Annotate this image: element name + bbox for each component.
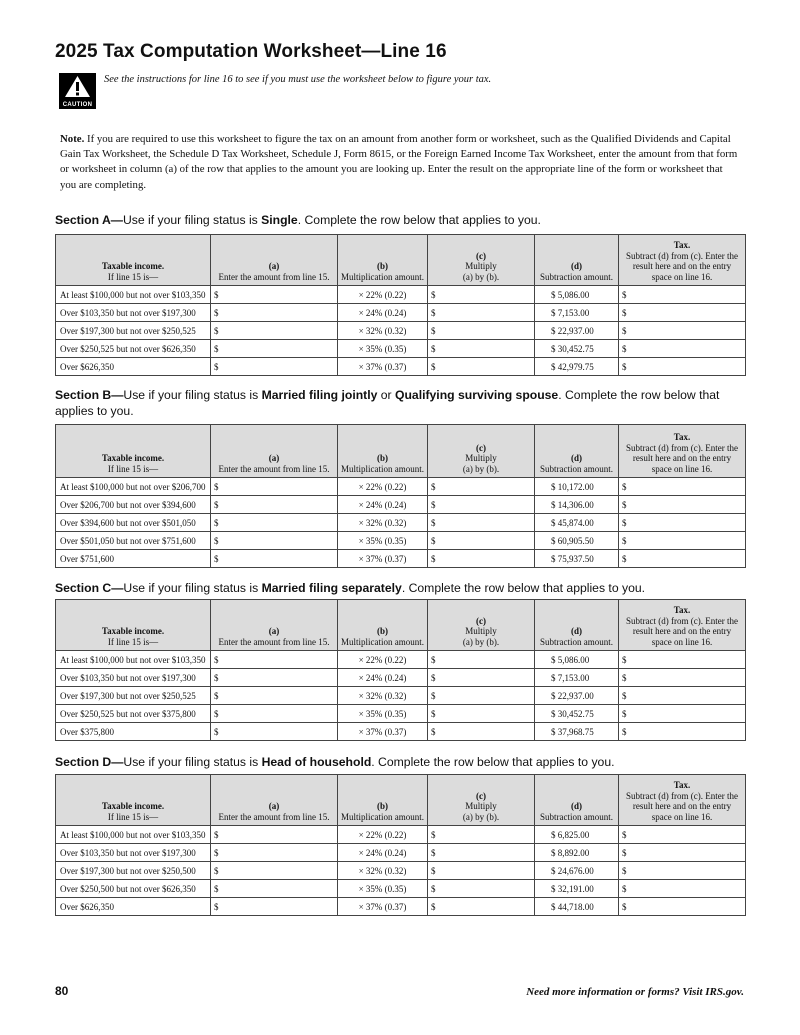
tax-result-field[interactable]: $ [619, 862, 746, 880]
col-a-desc: Enter the amount from line 15. [218, 636, 330, 647]
col-c-desc2: (a) by (b). [462, 636, 500, 647]
tax-result-field[interactable]: $ [619, 340, 746, 358]
col-c-desc2: (a) by (b). [462, 271, 500, 282]
col-header-b [338, 235, 428, 286]
filing-status: Married filing separately [261, 581, 402, 595]
tax-result-field[interactable]: $ [619, 669, 746, 687]
col-tax-title: Tax. [673, 780, 691, 790]
col-b-letter: (b) [377, 801, 388, 811]
table-row [56, 705, 746, 723]
col-income-sub: If line 15 is— [107, 271, 159, 282]
multiplication-amount: × 32% (0.32) [338, 322, 428, 340]
multiplication-amount: × 37% (0.37) [338, 723, 428, 741]
multiplication-amount: × 22% (0.22) [338, 286, 428, 304]
income-range: Over $103,350 but not over $197,300 [56, 669, 211, 687]
subtraction-amount: $ 32,191.00 [535, 880, 619, 898]
table-row [56, 358, 746, 376]
col-header-a [211, 775, 338, 826]
col-income-title: Taxable income. [101, 626, 165, 636]
multiplication-amount: × 32% (0.32) [338, 862, 428, 880]
tax-result-field[interactable]: $ [619, 687, 746, 705]
subtraction-amount: $ 22,937.00 [535, 687, 619, 705]
product-c-field[interactable]: $ [428, 532, 535, 550]
product-c-field[interactable]: $ [428, 723, 535, 741]
multiplication-amount: × 22% (0.22) [338, 478, 428, 496]
filing-status-alt: Qualifying surviving spouse [395, 388, 559, 402]
section-pre: Use if your filing status is [123, 388, 262, 402]
income-range: At least $100,000 but not over $103,350 [56, 651, 211, 669]
multiplication-amount: × 35% (0.35) [338, 532, 428, 550]
col-d-letter: (d) [571, 261, 582, 271]
col-header-tax [619, 235, 746, 286]
multiplication-amount: × 24% (0.24) [338, 496, 428, 514]
col-header-c [428, 235, 535, 286]
col-c-letter: (c) [476, 250, 486, 261]
subtraction-amount: $ 30,452.75 [535, 705, 619, 723]
income-range: Over $250,500 but not over $626,350 [56, 880, 211, 898]
multiplication-amount: × 37% (0.37) [338, 358, 428, 376]
amount-a-field[interactable]: $ [211, 478, 338, 496]
section-post: . Complete the row below that applies to you. [371, 755, 615, 769]
table-row [56, 286, 746, 304]
col-b-letter: (b) [377, 453, 388, 463]
col-d-letter: (d) [571, 626, 582, 636]
amount-a-field[interactable]: $ [211, 705, 338, 723]
table-row [56, 651, 746, 669]
col-header-tax [619, 775, 746, 826]
col-header-income [56, 425, 211, 478]
income-range: Over $197,300 but not over $250,525 [56, 687, 211, 705]
table-row [56, 532, 746, 550]
subtraction-amount: $ 37,968.75 [535, 723, 619, 741]
subtraction-amount: $ 5,086.00 [535, 286, 619, 304]
col-c-letter: (c) [476, 442, 486, 453]
section-mid: or [377, 388, 395, 402]
amount-a-field[interactable]: $ [211, 880, 338, 898]
col-tax-desc: Subtract (d) from (c). Enter the result here and on the entry space on line 16. [626, 615, 738, 647]
col-header-a [211, 235, 338, 286]
tax-result-field[interactable]: $ [619, 550, 746, 568]
subtraction-amount: $ 44,718.00 [535, 898, 619, 916]
product-c-field[interactable]: $ [428, 705, 535, 723]
section-lead: Section A— [55, 213, 123, 227]
income-range: Over $626,350 [56, 898, 211, 916]
col-a-letter: (a) [268, 626, 280, 636]
col-header-d [535, 600, 619, 651]
section-heading [55, 754, 745, 770]
caution-label: CAUTION [62, 102, 93, 108]
income-range: Over $626,350 [56, 358, 211, 376]
subtraction-amount: $ 42,979.75 [535, 358, 619, 376]
tax-result-field[interactable]: $ [619, 844, 746, 862]
col-income-sub: If line 15 is— [107, 636, 159, 647]
income-range: Over $394,600 but not over $501,050 [56, 514, 211, 532]
col-header-d [535, 235, 619, 286]
subtraction-amount: $ 7,153.00 [535, 669, 619, 687]
col-header-a [211, 600, 338, 651]
section-post: . Complete the row below that applies to you. [55, 388, 720, 418]
multiplication-amount: × 37% (0.37) [338, 898, 428, 916]
amount-a-field[interactable]: $ [211, 687, 338, 705]
table-row [56, 669, 746, 687]
table-row [56, 723, 746, 741]
multiplication-amount: × 35% (0.35) [338, 340, 428, 358]
table-row [56, 844, 746, 862]
tax-result-field[interactable]: $ [619, 286, 746, 304]
table-header-row [56, 425, 746, 478]
amount-a-field[interactable]: $ [211, 514, 338, 532]
col-header-tax [619, 600, 746, 651]
col-d-desc: Subtraction amount. [540, 271, 613, 282]
tax-result-field[interactable]: $ [619, 496, 746, 514]
col-header-d [535, 425, 619, 478]
amount-a-field[interactable]: $ [211, 286, 338, 304]
product-c-field[interactable]: $ [428, 880, 535, 898]
product-c-field[interactable]: $ [428, 514, 535, 532]
multiplication-amount: × 24% (0.24) [338, 669, 428, 687]
subtraction-amount: $ 45,874.00 [535, 514, 619, 532]
subtraction-amount: $ 30,452.75 [535, 340, 619, 358]
filing-status: Head of household [261, 755, 372, 769]
col-header-b [338, 600, 428, 651]
tax-result-field[interactable]: $ [619, 358, 746, 376]
col-d-desc: Subtraction amount. [540, 811, 613, 822]
product-c-field[interactable]: $ [428, 340, 535, 358]
product-c-field[interactable]: $ [428, 286, 535, 304]
table-row [56, 304, 746, 322]
col-c-desc1: Multiply [465, 626, 497, 636]
subtraction-amount: $ 6,825.00 [535, 826, 619, 844]
col-b-letter: (b) [377, 626, 388, 636]
filing-status: Single [261, 213, 298, 227]
tax-result-field[interactable]: $ [619, 514, 746, 532]
section-pre: Use if your filing status is [123, 755, 262, 769]
product-c-field[interactable]: $ [428, 304, 535, 322]
product-c-field[interactable]: $ [428, 826, 535, 844]
product-c-field[interactable]: $ [428, 478, 535, 496]
amount-a-field[interactable]: $ [211, 898, 338, 916]
table-header-row [56, 600, 746, 651]
col-a-letter: (a) [268, 261, 280, 271]
amount-a-field[interactable]: $ [211, 304, 338, 322]
amount-a-field[interactable]: $ [211, 532, 338, 550]
table-header-row [56, 235, 746, 286]
col-header-d [535, 775, 619, 826]
col-a-desc: Enter the amount from line 15. [218, 811, 330, 822]
col-tax-desc: Subtract (d) from (c). Enter the result here and on the entry space on line 16. [626, 442, 738, 474]
col-income-title: Taxable income. [101, 801, 165, 811]
col-a-desc: Enter the amount from line 15. [218, 271, 330, 282]
subtraction-amount: $ 8,892.00 [535, 844, 619, 862]
col-d-desc: Subtraction amount. [540, 463, 613, 474]
income-range: Over $103,350 but not over $197,300 [56, 304, 211, 322]
table-row [56, 826, 746, 844]
table-row [56, 687, 746, 705]
multiplication-amount: × 24% (0.24) [338, 304, 428, 322]
note-text: If you are required to use this worksheet to figure the tax on an amount from another form or worksheet, such as the Qualified Dividends and Capital Gain Tax Worksheet, the Schedule D Tax Worksheet, Schedule J, Form 8615, or the Foreign Earned Income Tax Worksheet, enter the amount from that form or worksheet in column (a) of the row that applies to the amount you are looking up. Enter the result on the appropriate line of the form or worksheet that you are completing. [60, 133, 738, 191]
amount-a-field[interactable]: $ [211, 844, 338, 862]
worksheet-table [55, 424, 746, 568]
section-heading [55, 212, 745, 228]
worksheet-table [55, 599, 746, 741]
income-range: Over $250,525 but not over $375,800 [56, 705, 211, 723]
col-tax-desc: Subtract (d) from (c). Enter the result here and on the entry space on line 16. [626, 250, 738, 282]
product-c-field[interactable]: $ [428, 898, 535, 916]
col-header-c [428, 425, 535, 478]
multiplication-amount: × 37% (0.37) [338, 550, 428, 568]
col-b-desc: Multiplication amount. [341, 811, 424, 822]
table-row [56, 880, 746, 898]
filing-status: Married filing jointly [261, 388, 378, 402]
tax-result-field[interactable]: $ [619, 723, 746, 741]
income-range: Over $103,350 but not over $197,300 [56, 844, 211, 862]
tax-result-field[interactable]: $ [619, 322, 746, 340]
amount-a-field[interactable]: $ [211, 358, 338, 376]
income-range: Over $250,525 but not over $626,350 [56, 340, 211, 358]
col-tax-title: Tax. [673, 432, 691, 442]
page-number: 80 [55, 984, 69, 998]
subtraction-amount: $ 14,306.00 [535, 496, 619, 514]
col-c-letter: (c) [476, 615, 486, 626]
col-header-income [56, 235, 211, 286]
col-c-desc1: Multiply [465, 453, 497, 463]
product-c-field[interactable]: $ [428, 687, 535, 705]
col-b-desc: Multiplication amount. [341, 463, 424, 474]
tax-result-field[interactable]: $ [619, 478, 746, 496]
col-c-desc1: Multiply [465, 801, 497, 811]
amount-a-field[interactable]: $ [211, 723, 338, 741]
table-row [56, 322, 746, 340]
footer-irs-link[interactable]: Need more information or forms? Visit IRS.gov. [526, 986, 744, 998]
col-tax-title: Tax. [673, 240, 691, 250]
multiplication-amount: × 22% (0.22) [338, 826, 428, 844]
table-row [56, 496, 746, 514]
col-a-letter: (a) [268, 453, 280, 463]
col-header-a [211, 425, 338, 478]
col-header-b [338, 425, 428, 478]
income-range: At least $100,000 but not over $206,700 [56, 478, 211, 496]
subtraction-amount: $ 10,172.00 [535, 478, 619, 496]
amount-a-field[interactable]: $ [211, 322, 338, 340]
col-a-desc: Enter the amount from line 15. [218, 463, 330, 474]
amount-a-field[interactable]: $ [211, 862, 338, 880]
col-b-desc: Multiplication amount. [341, 636, 424, 647]
amount-a-field[interactable]: $ [211, 340, 338, 358]
subtraction-amount: $ 5,086.00 [535, 651, 619, 669]
product-c-field[interactable]: $ [428, 862, 535, 880]
tax-result-field[interactable]: $ [619, 304, 746, 322]
col-tax-desc: Subtract (d) from (c). Enter the result here and on the entry space on line 16. [626, 790, 738, 822]
multiplication-amount: × 32% (0.32) [338, 687, 428, 705]
col-header-income [56, 600, 211, 651]
product-c-field[interactable]: $ [428, 322, 535, 340]
section-pre: Use if your filing status is [122, 213, 262, 227]
note-paragraph [60, 132, 740, 193]
col-b-letter: (b) [377, 261, 388, 271]
income-range: Over $197,300 but not over $250,500 [56, 862, 211, 880]
col-income-title: Taxable income. [101, 453, 165, 463]
section-post: . Complete the row below that applies to you. [401, 581, 646, 595]
subtraction-amount: $ 60,905.50 [535, 532, 619, 550]
table-row [56, 898, 746, 916]
caution-icon [59, 73, 96, 109]
col-a-letter: (a) [268, 801, 280, 811]
subtraction-amount: $ 24,676.00 [535, 862, 619, 880]
tax-result-field[interactable]: $ [619, 532, 746, 550]
col-c-letter: (c) [476, 790, 486, 801]
col-c-desc2: (a) by (b). [462, 463, 500, 474]
amount-a-field[interactable]: $ [211, 669, 338, 687]
multiplication-amount: × 22% (0.22) [338, 651, 428, 669]
income-range: Over $375,800 [56, 723, 211, 741]
worksheet-table [55, 774, 746, 916]
product-c-field[interactable]: $ [428, 496, 535, 514]
col-d-desc: Subtraction amount. [540, 636, 613, 647]
product-c-field[interactable]: $ [428, 844, 535, 862]
amount-a-field[interactable]: $ [211, 651, 338, 669]
col-d-letter: (d) [571, 801, 582, 811]
col-b-desc: Multiplication amount. [341, 271, 424, 282]
note-label: Note. [60, 133, 85, 145]
col-c-desc2: (a) by (b). [462, 811, 500, 822]
col-income-sub: If line 15 is— [107, 811, 159, 822]
col-income-title: Taxable income. [101, 261, 165, 271]
section-lead: Section B— [55, 388, 124, 402]
col-income-sub: If line 15 is— [107, 463, 159, 474]
amount-a-field[interactable]: $ [211, 550, 338, 568]
tax-result-field[interactable]: $ [619, 705, 746, 723]
product-c-field[interactable]: $ [428, 651, 535, 669]
worksheet-table [55, 234, 746, 376]
col-header-income [56, 775, 211, 826]
product-c-field[interactable]: $ [428, 358, 535, 376]
col-header-b [338, 775, 428, 826]
section-lead: Section C— [55, 581, 124, 595]
table-row [56, 550, 746, 568]
col-tax-title: Tax. [673, 605, 691, 615]
subtraction-amount: $ 7,153.00 [535, 304, 619, 322]
tax-result-field[interactable]: $ [619, 898, 746, 916]
col-header-tax [619, 425, 746, 478]
income-range: Over $751,600 [56, 550, 211, 568]
tax-result-field[interactable]: $ [619, 880, 746, 898]
multiplication-amount: × 24% (0.24) [338, 844, 428, 862]
table-header-row [56, 775, 746, 826]
section-lead: Section D— [55, 755, 124, 769]
amount-a-field[interactable]: $ [211, 826, 338, 844]
tax-result-field[interactable]: $ [619, 826, 746, 844]
multiplication-amount: × 32% (0.32) [338, 514, 428, 532]
subtraction-amount: $ 75,937.50 [535, 550, 619, 568]
income-range: Over $501,050 but not over $751,600 [56, 532, 211, 550]
multiplication-amount: × 35% (0.35) [338, 705, 428, 723]
amount-a-field[interactable]: $ [211, 496, 338, 514]
page-title: 2025 Tax Computation Worksheet—Line 16 [55, 41, 447, 62]
tax-result-field[interactable]: $ [619, 651, 746, 669]
product-c-field[interactable]: $ [428, 550, 535, 568]
col-header-c [428, 600, 535, 651]
income-range: At least $100,000 but not over $103,350 [56, 826, 211, 844]
product-c-field[interactable]: $ [428, 669, 535, 687]
table-row [56, 514, 746, 532]
section-heading [55, 580, 745, 596]
col-d-letter: (d) [571, 453, 582, 463]
income-range: Over $197,300 but not over $250,525 [56, 322, 211, 340]
section-pre: Use if your filing status is [123, 581, 262, 595]
income-range: Over $206,700 but not over $394,600 [56, 496, 211, 514]
col-header-c [428, 775, 535, 826]
section-heading [55, 387, 745, 419]
intro-text: See the instructions for line 16 to see if you must use the worksheet below to figure your tax. [104, 74, 492, 85]
table-row [56, 340, 746, 358]
income-range: At least $100,000 but not over $103,350 [56, 286, 211, 304]
section-post: . Complete the row below that applies to you. [297, 213, 541, 227]
subtraction-amount: $ 22,937.00 [535, 322, 619, 340]
col-c-desc1: Multiply [465, 261, 497, 271]
multiplication-amount: × 35% (0.35) [338, 880, 428, 898]
table-row [56, 862, 746, 880]
table-row [56, 478, 746, 496]
